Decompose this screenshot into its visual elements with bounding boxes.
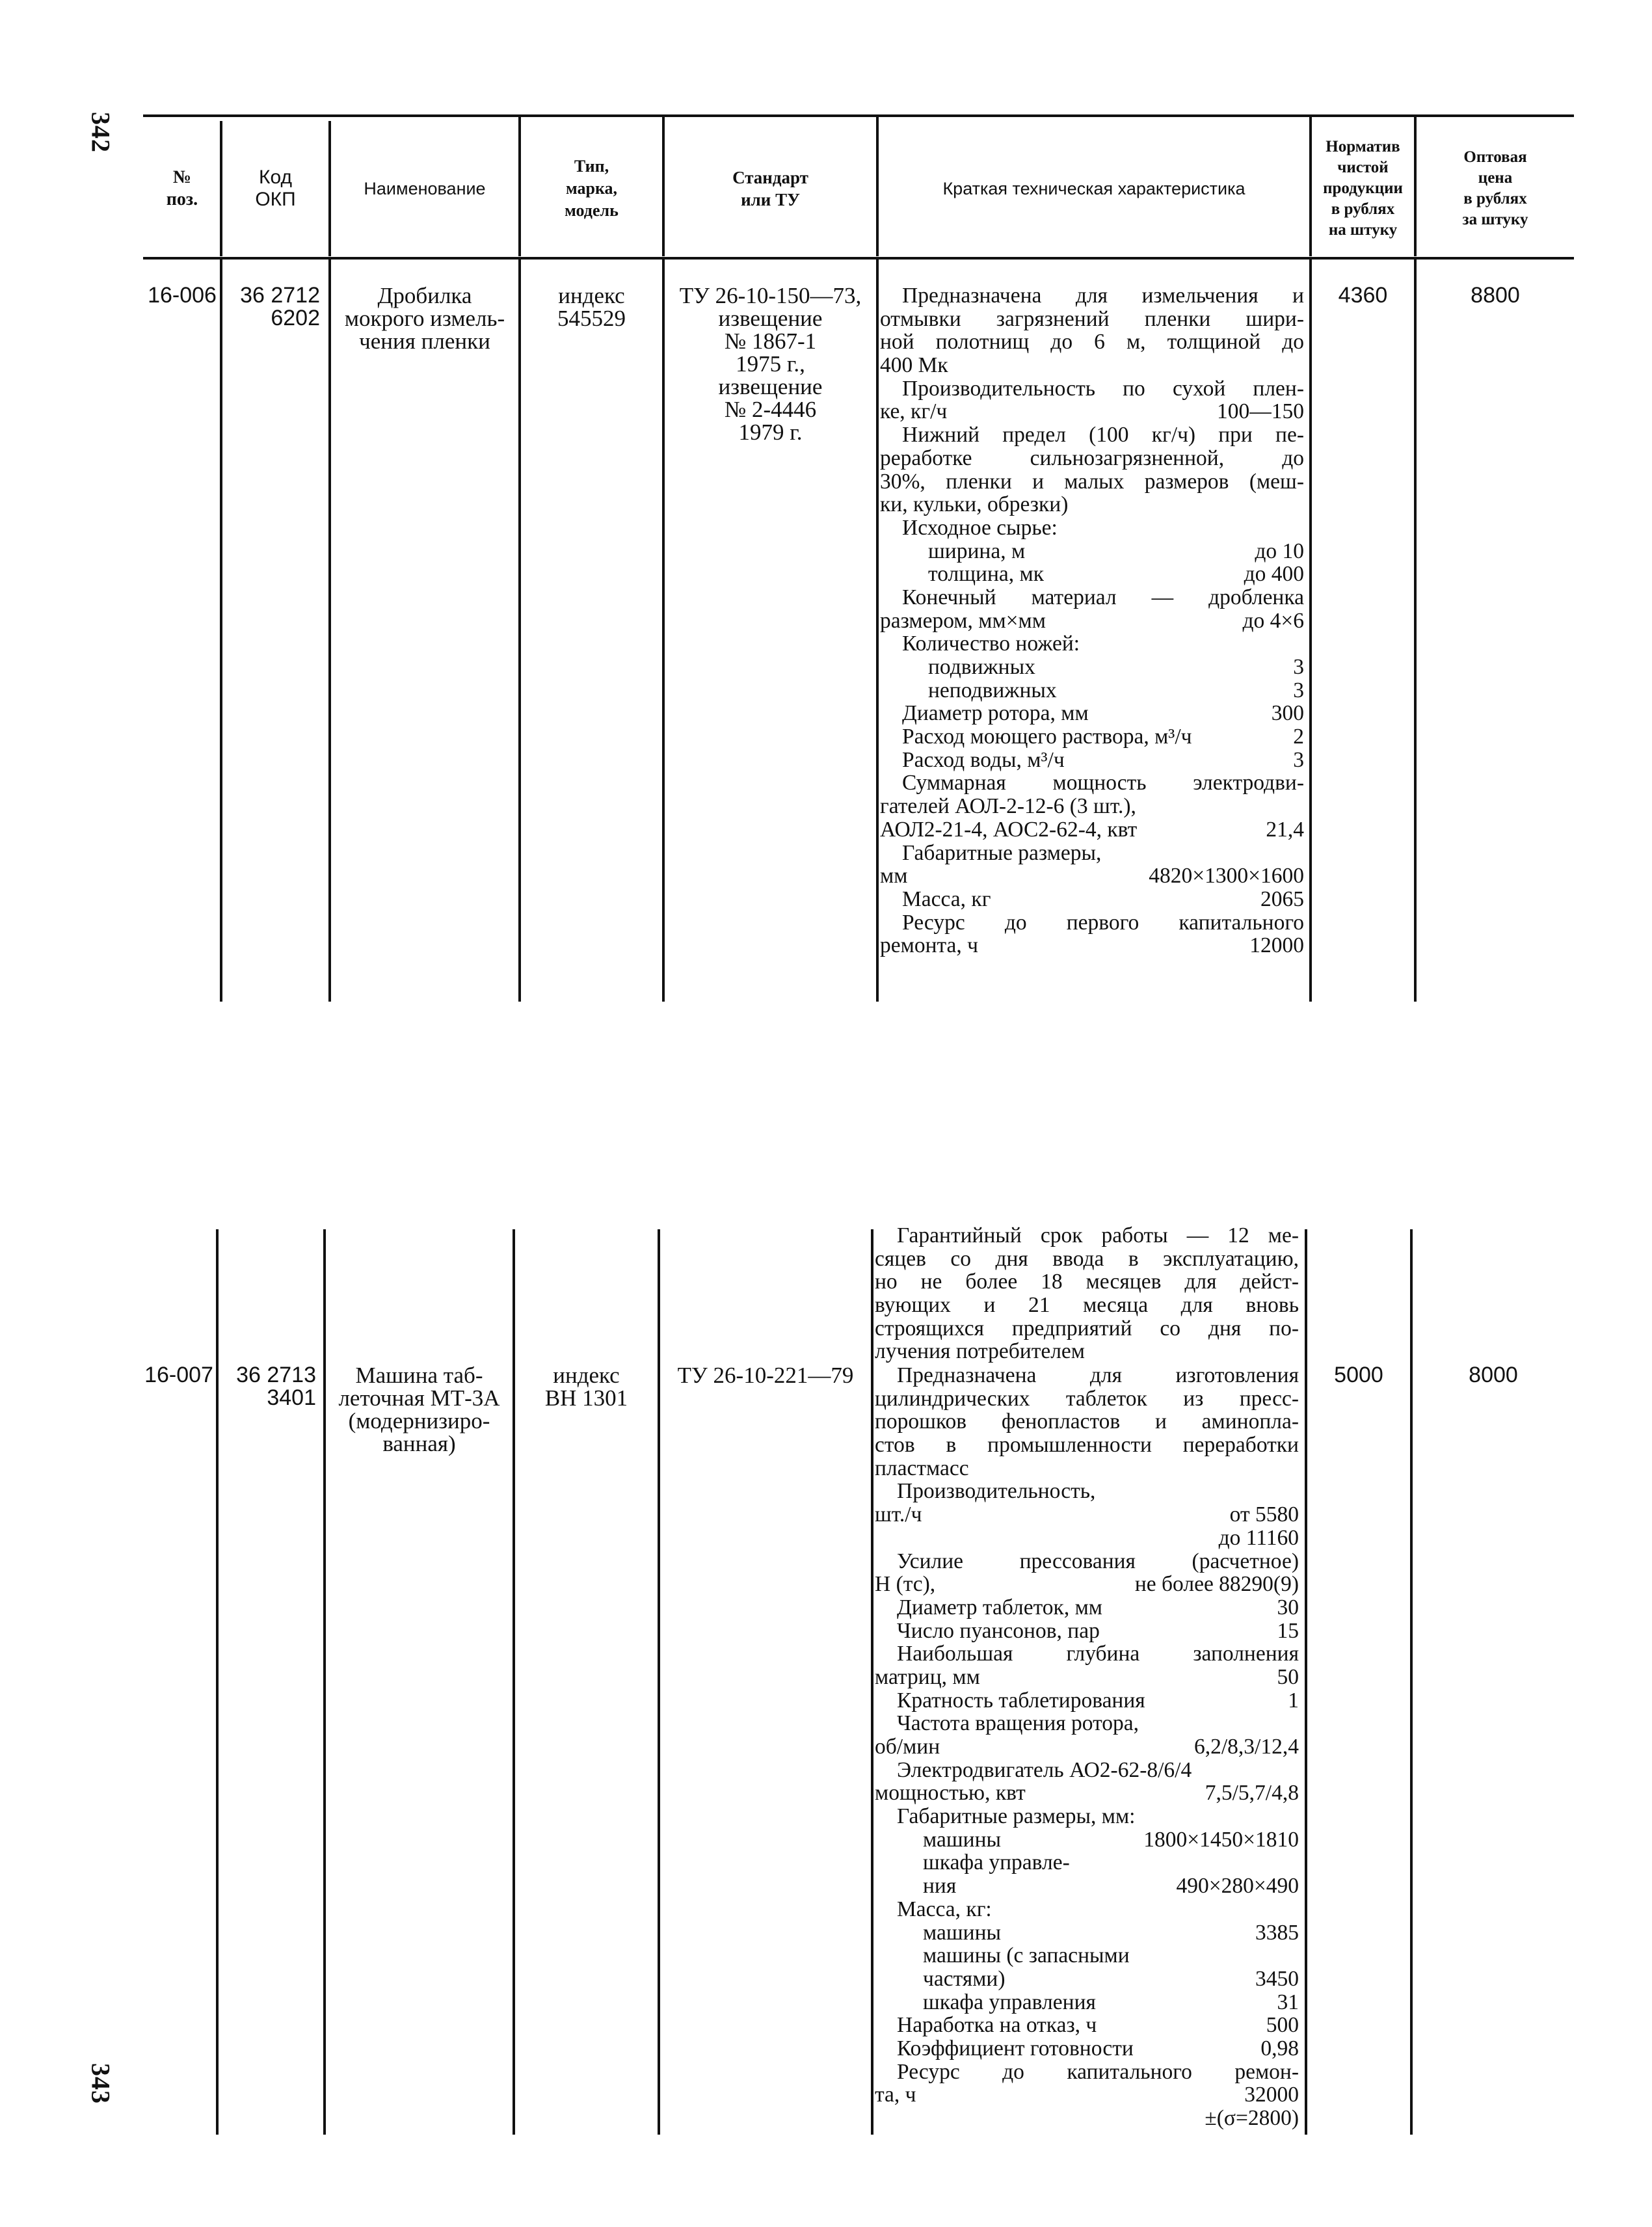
spec-value: 500 (1266, 2013, 1299, 2038)
spec-line (875, 1735, 1299, 1759)
spec-label: шт./ч (875, 1502, 922, 1527)
spec-label: об/мин (875, 1735, 940, 1759)
spec-value: до 400 (1244, 562, 1304, 587)
spec-line (875, 1851, 1299, 1874)
spec-label: строящихся предприятий со дня по- (875, 1316, 1299, 1340)
header-norm: Норматив чистой продукции в рублях на штуку (1323, 138, 1403, 239)
table-top-rule (143, 114, 1574, 117)
spec-label: мм (880, 864, 908, 888)
spec-line (875, 1666, 1299, 1689)
spec-value: 3385 (1255, 1920, 1299, 1945)
spec-value: 15 (1277, 1618, 1299, 1643)
spec-line (880, 354, 1304, 377)
header-standard: Стандарт или ТУ (732, 168, 808, 209)
page-number-bottom: 343 (86, 2063, 116, 2104)
spec-label: частями) (923, 1966, 1006, 1991)
spec-label: Число пуансонов, пар (897, 1618, 1100, 1643)
spec-label: Масса, кг (902, 887, 991, 911)
spec-label: 30%, пленки и малых размеров (меш- (880, 469, 1304, 494)
spec-label: шкафа управле- (923, 1850, 1070, 1875)
spec-label: гателей АОЛ-2-12-6 (3 шт.), (880, 794, 1136, 819)
spec-label: мощностью, квт (875, 1781, 1026, 1806)
spec-value: 0,98 (1260, 2036, 1299, 2060)
spec-label: Расход воды, м³/ч (902, 747, 1065, 772)
spec-label: Н (тс), (875, 1572, 936, 1597)
spec-line (880, 911, 1304, 935)
row-16-006-code: 36 2712 6202 (240, 283, 320, 330)
spec-line (880, 842, 1304, 865)
spec-label: Конечный материал — дробленка (902, 585, 1304, 609)
header-no: № поз. (166, 167, 198, 209)
row-16-006-price: 8800 (1471, 283, 1520, 308)
spec-label: Нижний предел (100 кг/ч) при пе- (902, 423, 1304, 447)
spec-line (880, 540, 1304, 563)
spec-line (875, 1991, 1299, 2014)
spec-line (875, 1480, 1299, 1503)
spec-line (875, 1874, 1299, 1898)
spec-line (875, 1364, 1299, 1387)
spec-line (880, 679, 1304, 702)
spec-line (880, 771, 1304, 795)
row-16-006-norm: 4360 (1338, 283, 1388, 308)
spec-line (875, 1805, 1299, 1828)
spec-line (875, 1340, 1299, 1363)
page-number-top: 342 (86, 112, 116, 153)
spec-line (875, 1712, 1299, 1735)
spec-value: до 4×6 (1242, 608, 1304, 633)
spec-label: Диаметр ротора, мм (902, 701, 1089, 726)
spec-label: машины (923, 1920, 1001, 1945)
spec-label: та, ч (875, 2083, 916, 2107)
spec-line (880, 632, 1304, 656)
row-16-007-spec (875, 1364, 1299, 2130)
header-price: Оптовая цена в рублях за штуку (1462, 148, 1528, 228)
spec-line (880, 609, 1304, 633)
spec-line (875, 1387, 1299, 1411)
spec-line (880, 308, 1304, 331)
spec-label: шкафа управления (923, 1990, 1096, 2014)
spec-label: Предназначена для изготовления (897, 1363, 1299, 1387)
spec-value: до 10 (1255, 539, 1304, 563)
spec-value: 3450 (1255, 1966, 1299, 1991)
row-16-006-type: индекс 545529 (557, 283, 626, 331)
spec-line (880, 284, 1304, 308)
spec-line (880, 864, 1304, 888)
spec-line (875, 2037, 1299, 2060)
spec-line (875, 1944, 1299, 1967)
spec-line (880, 400, 1304, 423)
spec-line (875, 1967, 1299, 1991)
spec-value: 1 (1288, 1688, 1299, 1713)
spec-line (875, 1689, 1299, 1713)
spec-label: Ресурс до капитального ремон- (897, 2059, 1299, 2084)
spec-label: стов в промышленности переработки (875, 1433, 1299, 1458)
spec-label: ширина, м (928, 539, 1026, 563)
header-code: Код ОКП (255, 167, 296, 210)
spec-line (880, 377, 1304, 401)
spec-line (875, 1759, 1299, 1782)
row-16-007-name: Машина таб- леточная МТ-3А (модернизиро- ванная) (338, 1363, 500, 1456)
spec-label: сяцев со дня ввода в эксплуатацию, (875, 1246, 1299, 1271)
spec-line (880, 330, 1304, 354)
spec-line (880, 447, 1304, 470)
spec-value: ±(σ=2800) (1205, 2106, 1299, 2130)
spec-label: Габаритные размеры, (902, 840, 1102, 865)
spec-line (875, 2107, 1299, 2130)
spec-value: 6,2/8,3/12,4 (1194, 1735, 1299, 1759)
spec-line (875, 2060, 1299, 2084)
spec-label: лучения потребителем (875, 1339, 1085, 1364)
spec-line (875, 1503, 1299, 1527)
spec-label: Коэффициент готовности (897, 2036, 1134, 2060)
spec-label: неподвижных (928, 678, 1057, 702)
row-16-007-price: 8000 (1469, 1363, 1518, 1387)
spec-label: Количество ножей: (902, 632, 1080, 656)
spec-label: ремонта, ч (880, 933, 979, 958)
spec-line (875, 1642, 1299, 1666)
table-header-rule (143, 257, 1574, 260)
spec-value: 300 (1271, 701, 1304, 726)
spec-label: машины (с запасными (923, 1943, 1130, 1968)
spec-value: 100—150 (1217, 399, 1304, 424)
spec-label: Наработка на отказ, ч (897, 2013, 1097, 2038)
spec-value: 30 (1277, 1595, 1299, 1620)
spec-line (875, 1224, 1299, 1247)
spec-label: АОЛ2-21-4, АОС2-62-4, квт (880, 817, 1138, 842)
spec-label: Наибольшая глубина заполнения (897, 1642, 1299, 1666)
spec-line (875, 2014, 1299, 2037)
spec-value: до 11160 (1218, 1525, 1299, 1550)
spec-label: цилиндрических таблеток из пресс- (875, 1386, 1299, 1411)
spec-label: порошков фенопластов и аминопла- (875, 1409, 1299, 1434)
spec-label: машины (923, 1827, 1001, 1852)
spec-value: 2 (1293, 725, 1304, 749)
spec-line (880, 470, 1304, 494)
spec-line (880, 702, 1304, 725)
spec-value: 50 (1277, 1664, 1299, 1689)
spec-label: Суммарная мощность электродви- (902, 771, 1304, 795)
spec-line (880, 749, 1304, 772)
spec-label: вующих и 21 месяца для вновь (875, 1293, 1299, 1318)
header-type: Тип, марка, модель (565, 157, 619, 220)
spec-line (875, 1550, 1299, 1573)
spec-label: Кратность таблетирования (897, 1688, 1145, 1713)
spec-label: ной полотнищ до 6 м, толщиной до (880, 330, 1304, 354)
spec-value: 3 (1293, 655, 1304, 679)
spec-line (875, 1828, 1299, 1852)
spec-label: толщина, мк (928, 562, 1044, 587)
spec-line (880, 563, 1304, 586)
spec-line (875, 1527, 1299, 1550)
spec-value: 3 (1293, 747, 1304, 772)
spec-value: от 5580 (1229, 1502, 1299, 1527)
spec-line (875, 1247, 1299, 1271)
spec-label: Частота вращения ротора, (897, 1711, 1139, 1736)
header-spec: Краткая техническая характеристика (942, 179, 1246, 198)
row-16-006-no: 16-006 (148, 283, 217, 308)
row-16-007-no: 16-007 (144, 1363, 213, 1387)
spec-label: Предназначена для измельчения и (902, 284, 1304, 308)
spec-label: Масса, кг: (897, 1897, 992, 1921)
spec-value: 1800×1450×1810 (1143, 1827, 1299, 1852)
spec-value: 7,5/5,7/4,8 (1205, 1781, 1299, 1806)
spec-label: Исходное сырье: (902, 515, 1058, 540)
spec-line (875, 1457, 1299, 1480)
spec-line (875, 2083, 1299, 2107)
row-16-007-type: индекс ВН 1301 (544, 1363, 628, 1411)
spec-label: Диаметр таблеток, мм (897, 1595, 1102, 1620)
spec-line (875, 1898, 1299, 1921)
spec-label: размером, мм×мм (880, 608, 1046, 633)
spec-value: 490×280×490 (1176, 1874, 1299, 1899)
spec-line (875, 1410, 1299, 1434)
spec-line (880, 423, 1304, 447)
row-16-007-code: 36 2713 3401 (236, 1363, 316, 1410)
spec-line (875, 1573, 1299, 1596)
spec-label: Производительность, (897, 1479, 1096, 1504)
spec-label: но не более 18 месяцев для дейст- (875, 1270, 1299, 1294)
spec-value: 31 (1277, 1990, 1299, 2014)
row-16-007-norm: 5000 (1334, 1363, 1383, 1387)
spec-label: 400 Мк (880, 353, 948, 378)
spec-value: 4820×1300×1600 (1149, 864, 1304, 888)
spec-line (880, 888, 1304, 911)
spec-line (875, 1921, 1299, 1945)
spec-label: Производительность по сухой плен- (902, 376, 1304, 401)
spec-value: 2065 (1260, 887, 1304, 911)
spec-value: 21,4 (1266, 817, 1304, 842)
spec-line (875, 1294, 1299, 1317)
spec-line (880, 934, 1304, 957)
spec-label: ке, кг/ч (880, 399, 948, 424)
spec-label: Расход моющего раствора, м³/ч (902, 725, 1192, 749)
spec-line (875, 1270, 1299, 1294)
spec-line (875, 1781, 1299, 1805)
spec-label: пластмасс (875, 1456, 969, 1480)
spec-line (880, 725, 1304, 749)
row-16-007-standard: ТУ 26-10-221—79 (677, 1363, 854, 1388)
header-name: Наименование (364, 179, 486, 198)
spec-label: Ресурс до первого капитального (902, 910, 1304, 935)
spec-label: Электродвигатель АО2-62-8/6/4 (897, 1757, 1192, 1782)
spec-line (880, 516, 1304, 540)
spec-label: ки, кульки, обрезки) (880, 492, 1069, 517)
spec-label: Габаритные размеры, мм: (897, 1804, 1136, 1829)
spec-line (880, 586, 1304, 609)
spec-line (880, 493, 1304, 516)
spec-label: подвижных (928, 655, 1035, 679)
spec-value: 32000 (1244, 2083, 1299, 2107)
spec-label: отмывки загрязнений пленки шири- (880, 306, 1304, 331)
row-16-006-spec (880, 284, 1304, 957)
row-16-007-warranty (875, 1224, 1299, 1363)
row-16-006-standard: ТУ 26-10-150—73, извещение № 1867-1 1975 г., извещение № 2-4446 1979 г. (679, 283, 862, 445)
spec-line (880, 795, 1304, 818)
spec-label: реработке сильнозагрязненной, до (880, 446, 1304, 470)
spec-line (875, 1620, 1299, 1643)
spec-value: 3 (1293, 678, 1304, 702)
spec-line (875, 1596, 1299, 1620)
spec-label: Гарантийный срок работы — 12 ме- (897, 1223, 1299, 1247)
spec-value: не более 88290(9) (1134, 1572, 1299, 1597)
spec-label: ния (923, 1874, 957, 1899)
spec-value: 12000 (1249, 933, 1304, 958)
spec-line (875, 1317, 1299, 1340)
spec-label: Усилие прессования (расчетное) (897, 1549, 1299, 1573)
spec-line (880, 656, 1304, 679)
spec-line (875, 1434, 1299, 1457)
spec-line (880, 818, 1304, 842)
row-16-006-name: Дробилка мокрого измель- чения пленки (344, 283, 505, 354)
spec-label: матриц, мм (875, 1664, 980, 1689)
